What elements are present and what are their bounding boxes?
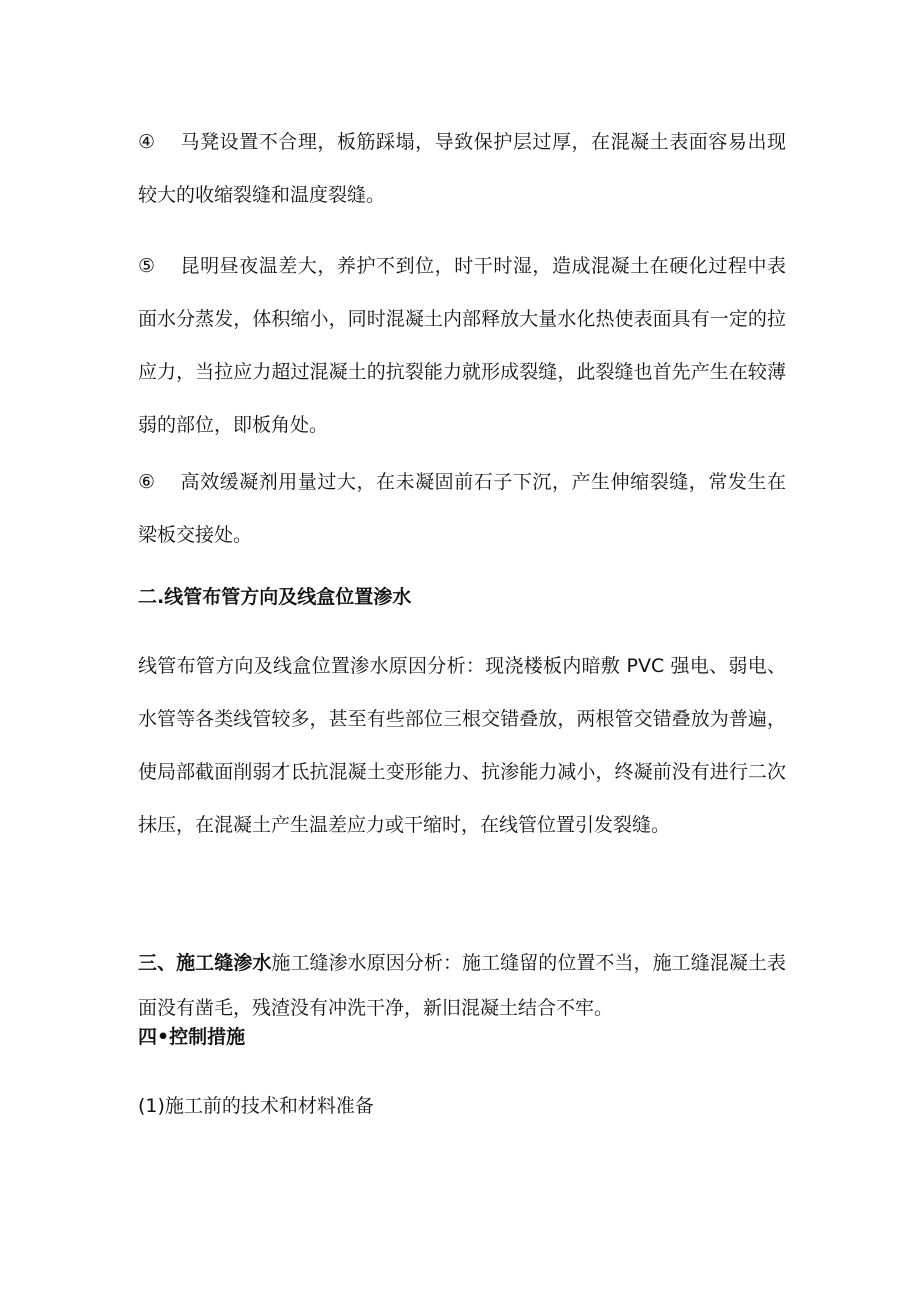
item-number: ⑥ (138, 471, 156, 493)
item-text: 马凳设置不合理，板筋踩塌，导致保护层过厚，在混凝土表面容易出现较大的收缩裂缝和温度裂缝。 (138, 131, 786, 206)
section-3-heading: 三、施工缝渗水 (138, 952, 272, 974)
list-item-4 (138, 116, 786, 222)
section-2-heading: 二.线管布管方向及线盒位置渗水 (138, 586, 412, 608)
item-number: ④ (138, 131, 156, 153)
item-number: ⑤ (138, 255, 156, 277)
list-item-6 (138, 456, 786, 562)
section-2-body: 线管布管方向及线盒位置渗水原因分析：现浇楼板内暗敷 PVC 强电、弱电、水管等各类线管较多，甚至有些部位三根交错叠放，两根管交错叠放为普遍，使局部截面削弱才氐抗混凝土变形能力、抗渗能力减小，终凝前没有进行二次抹压，在混凝土产生温差应力或干缩时，在线管位置引发裂缝。 (138, 655, 786, 836)
item-text: 高效缓凝剂用量过大，在未凝固前石子下沉，产生伸缩裂缝，常发生在梁板交接处。 (138, 471, 786, 546)
section-3-paragraph (138, 941, 786, 1031)
section-4-heading: 四•控制措施 (138, 1026, 246, 1048)
list-item-5 (138, 240, 786, 452)
item-text: 昆明昼夜温差大，养护不到位，时干时湿，造成混凝土在硬化过程中表面水分蒸发，体积缩小，同时混凝土内部释放大量水化热使表面具有一定的拉应力，当拉应力超过混凝土的抗裂能力就形成裂缝，此裂缝也首先产生在较薄弱的部位，即板角处。 (138, 255, 786, 436)
section-3-body: 施工缝渗水原因分析：施工缝留的位置不当，施工缝混凝土表面没有凿毛，残渣没有冲洗干净，新旧混凝土结合不牢。 (138, 952, 786, 1019)
section-4-subheading: (1)施工前的技术和材料准备 (138, 1095, 374, 1117)
